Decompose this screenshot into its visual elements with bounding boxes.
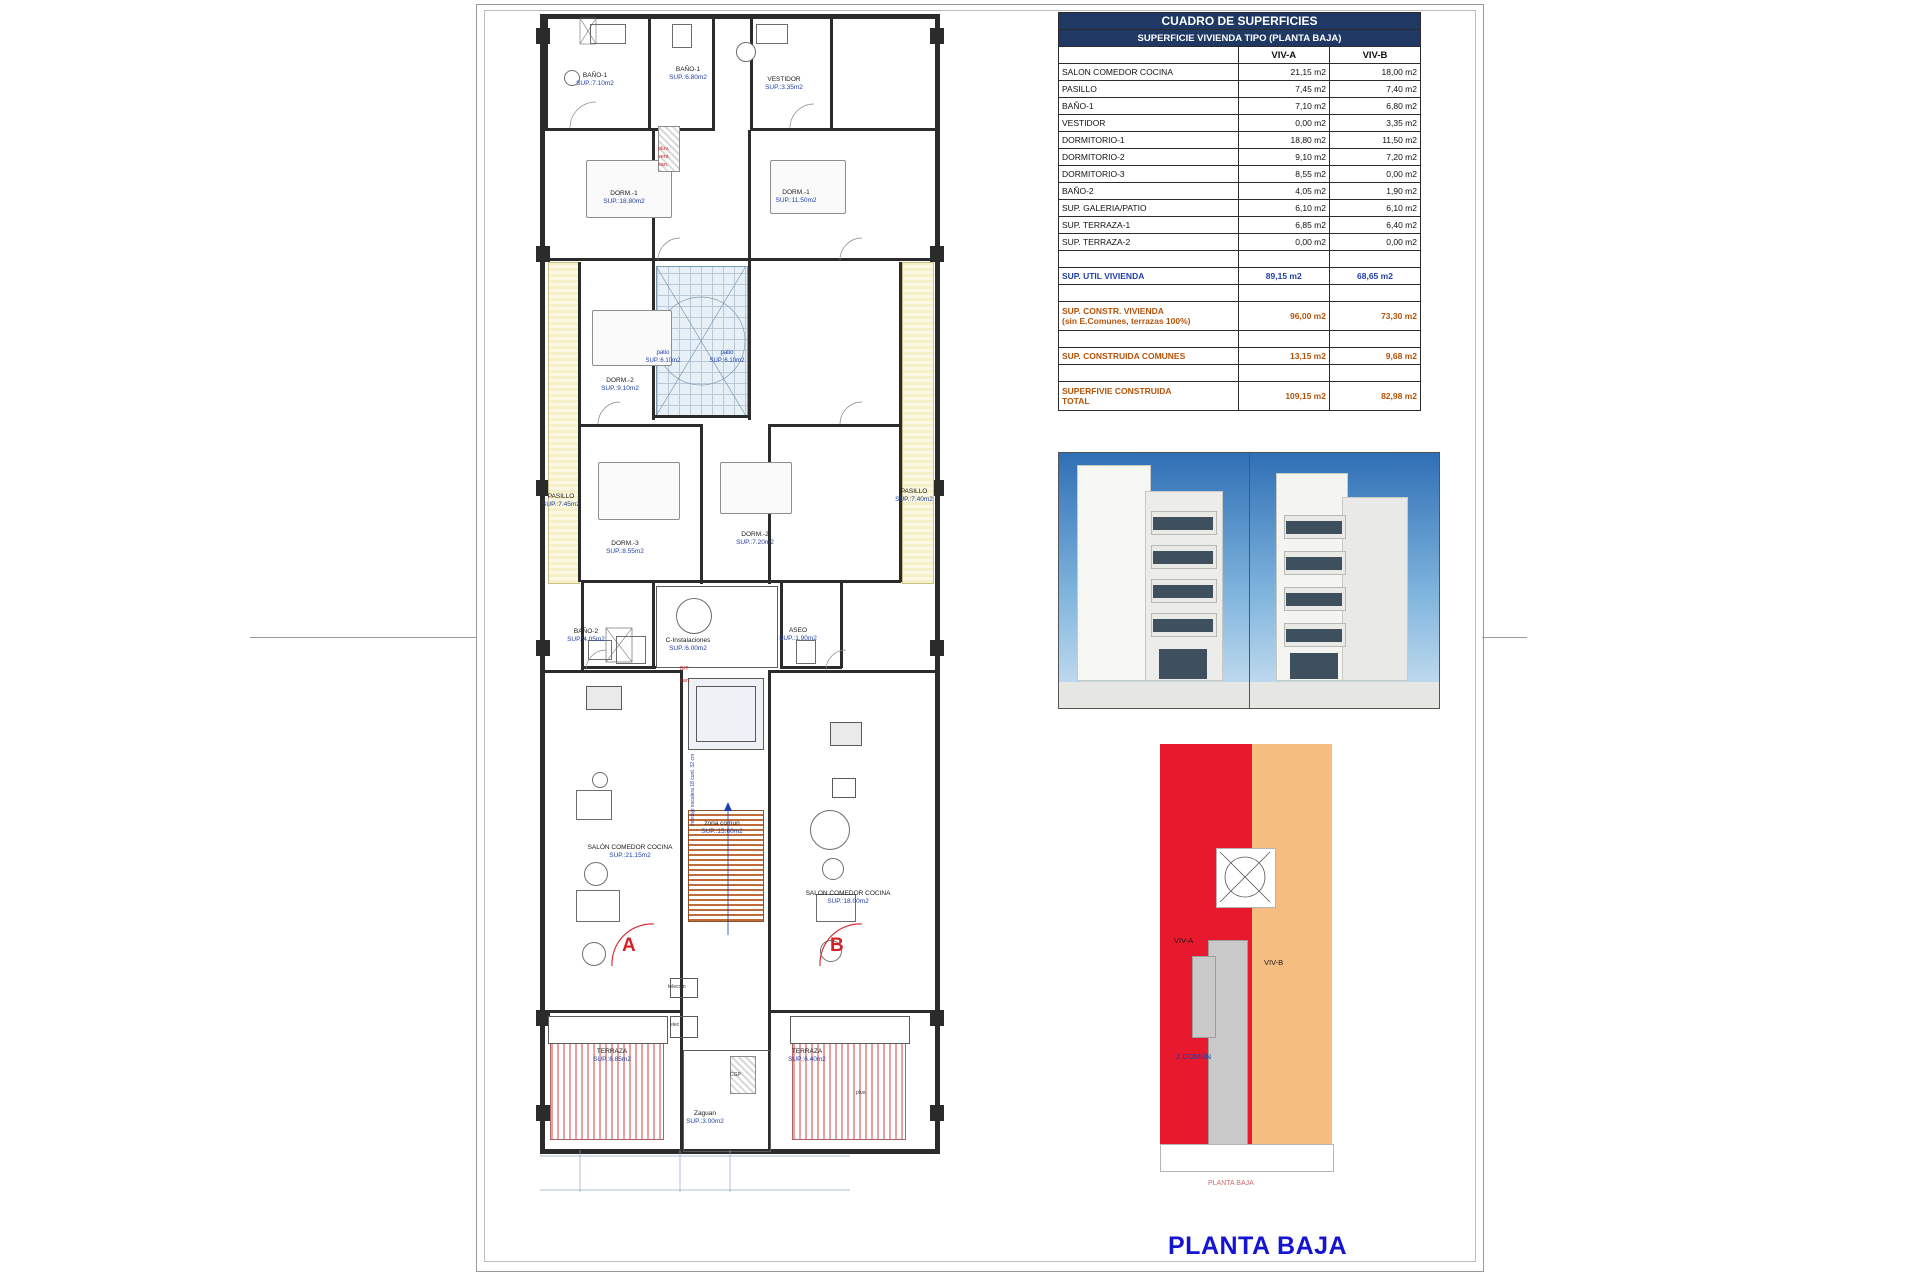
- render-images: [1058, 452, 1440, 709]
- room-label: VESTIDOR SUP.:3.35m2: [765, 76, 803, 91]
- unit-letter-b: B: [830, 935, 844, 956]
- room-label: SALÓN COMEDOR COCINA SUP.:21.15m2: [587, 844, 673, 859]
- sheet-right-tick: [1482, 637, 1527, 638]
- table-row: [1059, 166, 1421, 183]
- row-value-a: 21,15 m2: [1238, 64, 1329, 81]
- render-right: [1249, 453, 1440, 708]
- row-value-b: 7,40 m2: [1329, 81, 1420, 98]
- axis-lines: [490, 1150, 1010, 1200]
- room-label: DORM.-2 SUP.:9.10m2: [601, 377, 639, 392]
- total-label: SUP. CONSTR. VIVIENDA (sin E.Comunes, terrazas 100%): [1059, 302, 1239, 331]
- table-total-row: [1059, 268, 1421, 285]
- unit-a-marker: [610, 922, 656, 968]
- note-san: san.: [658, 162, 669, 168]
- room-label: PASILLO SUP.:7.45m2: [542, 493, 580, 508]
- table-row: [1059, 64, 1421, 81]
- room-label: TERRAZA SUP.:6.40m2: [788, 1048, 826, 1063]
- note-bt: B/T: [680, 666, 689, 672]
- room-label: Zaguan SUP.:3.00m2: [686, 1110, 724, 1125]
- key-plan: [1152, 740, 1352, 1187]
- note-cgp: CGP: [730, 1072, 741, 1078]
- keyplan-label-viv-a: VIV-A: [1174, 936, 1194, 945]
- cabinet-crosses: [540, 10, 940, 1154]
- row-value-b: 18,00 m2: [1329, 64, 1420, 81]
- row-label: PASILLO: [1059, 81, 1239, 98]
- room-label: SALON COMEDOR COCINA SUP.:18.00m2: [805, 890, 891, 905]
- table-row: [1059, 200, 1421, 217]
- row-value-a: 6,10 m2: [1238, 200, 1329, 217]
- total-value-b: 68,65 m2: [1329, 268, 1420, 285]
- keyplan-common-area-2: [1192, 956, 1216, 1038]
- total-label: SUP. UTIL VIVIENDA: [1059, 268, 1239, 285]
- row-label: DORMITORIO-1: [1059, 132, 1239, 149]
- note-pluv-2: pluv.: [856, 1090, 867, 1096]
- table-row: [1059, 234, 1421, 251]
- room-label: DORM.-3 SUP.:8.55m2: [606, 540, 644, 555]
- row-value-a: 9,10 m2: [1238, 149, 1329, 166]
- table-col-viv-a: VIV-A: [1238, 47, 1329, 64]
- room-label: DORM.-1 SUP.:18.80m2: [603, 190, 645, 205]
- row-label: SUP. TERRAZA-2: [1059, 234, 1239, 251]
- row-value-a: 4,05 m2: [1238, 183, 1329, 200]
- row-value-a: 0,00 m2: [1238, 234, 1329, 251]
- row-value-a: 8,55 m2: [1238, 166, 1329, 183]
- room-label: BAÑO-1 SUP.:7.10m2: [576, 72, 614, 87]
- render-left: [1059, 453, 1249, 708]
- row-label: SUP. GALERIA/PATIO: [1059, 200, 1239, 217]
- row-value-b: 3,35 m2: [1329, 115, 1420, 132]
- table-row: [1059, 81, 1421, 98]
- table-col-viv-b: VIV-B: [1329, 47, 1420, 64]
- room-label: DORM.-2 SUP.:7.20m2: [736, 531, 774, 546]
- note-pluv: pluv.: [658, 146, 670, 152]
- table-subtitle: SUPERFICIE VIVIENDA TIPO (PLANTA BAJA): [1059, 30, 1421, 47]
- room-label: BAÑO-2 SUP.:4.05m2: [567, 628, 605, 643]
- total-value-b: 9,68 m2: [1329, 348, 1420, 365]
- row-value-b: 6,40 m2: [1329, 217, 1420, 234]
- room-label: BAÑO-1 SUP.:6.80m2: [669, 66, 707, 81]
- table-row: [1059, 98, 1421, 115]
- keyplan-viv-b-area: [1252, 744, 1332, 1144]
- row-value-a: 6,85 m2: [1238, 217, 1329, 234]
- total-value-b: 73,30 m2: [1329, 302, 1420, 331]
- floor-plan: [540, 10, 1000, 1190]
- patio-label: patio SUP.:6.10m2: [709, 350, 745, 364]
- row-label: SUP. TERRAZA-1: [1059, 217, 1239, 234]
- table-title: CUADRO DE SUPERFICIES: [1059, 13, 1421, 30]
- room-label: zona comun SUP.:15.60m2: [701, 820, 743, 835]
- table-total-row: [1059, 302, 1421, 331]
- total-label: SUPERFIVIE CONSTRUIDA TOTAL: [1059, 382, 1239, 411]
- table-row: [1059, 115, 1421, 132]
- row-value-a: 7,45 m2: [1238, 81, 1329, 98]
- total-value-b: 82,98 m2: [1329, 382, 1420, 411]
- row-label: DORMITORIO-2: [1059, 149, 1239, 166]
- keyplan-caption: PLANTA BAJA: [1208, 1180, 1254, 1187]
- unit-letter-a: A: [622, 935, 636, 956]
- surface-table: [1058, 12, 1421, 411]
- row-value-a: 7,10 m2: [1238, 98, 1329, 115]
- note-telecom: telecom: [668, 984, 686, 990]
- row-label: BAÑO-2: [1059, 183, 1239, 200]
- table-row: [1059, 217, 1421, 234]
- row-label: BAÑO-1: [1059, 98, 1239, 115]
- keyplan-street: [1160, 1144, 1334, 1172]
- total-value-a: 89,15 m2: [1238, 268, 1329, 285]
- patio-label: patio SUP.:6.10m2: [645, 350, 681, 364]
- row-value-a: 0,00 m2: [1238, 115, 1329, 132]
- total-label: SUP. CONSTRUIDA COMUNES: [1059, 348, 1239, 365]
- table-row: [1059, 149, 1421, 166]
- total-value-a: 109,15 m2: [1238, 382, 1329, 411]
- row-value-b: 6,80 m2: [1329, 98, 1420, 115]
- row-label: DORMITORIO-3: [1059, 166, 1239, 183]
- note-elec: elec: [670, 1022, 680, 1028]
- row-value-b: 11,50 m2: [1329, 132, 1420, 149]
- sheet-left-tick: [250, 637, 476, 638]
- row-label: VESTIDOR: [1059, 115, 1239, 132]
- keyplan-patio-cross: [1216, 848, 1274, 906]
- row-value-b: 7,20 m2: [1329, 149, 1420, 166]
- room-label: DORM.-1 SUP.:11.50m2: [775, 189, 817, 204]
- room-label: TERRAZA SUP.:6.85m2: [593, 1048, 631, 1063]
- row-value-b: 6,10 m2: [1329, 200, 1420, 217]
- table-col-blank: [1059, 47, 1239, 64]
- row-value-b: 1,90 m2: [1329, 183, 1420, 200]
- row-value-b: 0,00 m2: [1329, 234, 1420, 251]
- table-row: [1059, 132, 1421, 149]
- total-value-a: 96,00 m2: [1238, 302, 1329, 331]
- sheet-title: PLANTA BAJA: [1168, 1232, 1348, 1260]
- room-label: PASILLO SUP.:7.40m2: [895, 488, 933, 503]
- note-vent: vent.: [658, 154, 670, 160]
- room-label: C-Instalaciones SUP.:6.00m2: [665, 637, 711, 652]
- table-total-row: [1059, 382, 1421, 411]
- note-stair-dim: montaje escalera 18 cont. 32 cm: [690, 753, 696, 827]
- note-san-2: san.: [680, 678, 691, 684]
- table-total-row: [1059, 348, 1421, 365]
- keyplan-label-viv-b: VIV-B: [1264, 958, 1284, 967]
- unit-b-marker: [818, 922, 864, 968]
- room-label: ASEO SUP.:1.90m2: [779, 627, 817, 642]
- row-value-b: 0,00 m2: [1329, 166, 1420, 183]
- table-row: [1059, 183, 1421, 200]
- row-label: SALON COMEDOR COCINA: [1059, 64, 1239, 81]
- keyplan-label-zona-comun: Z.COMÚN: [1176, 1052, 1211, 1061]
- row-value-a: 18,80 m2: [1238, 132, 1329, 149]
- total-value-a: 13,15 m2: [1238, 348, 1329, 365]
